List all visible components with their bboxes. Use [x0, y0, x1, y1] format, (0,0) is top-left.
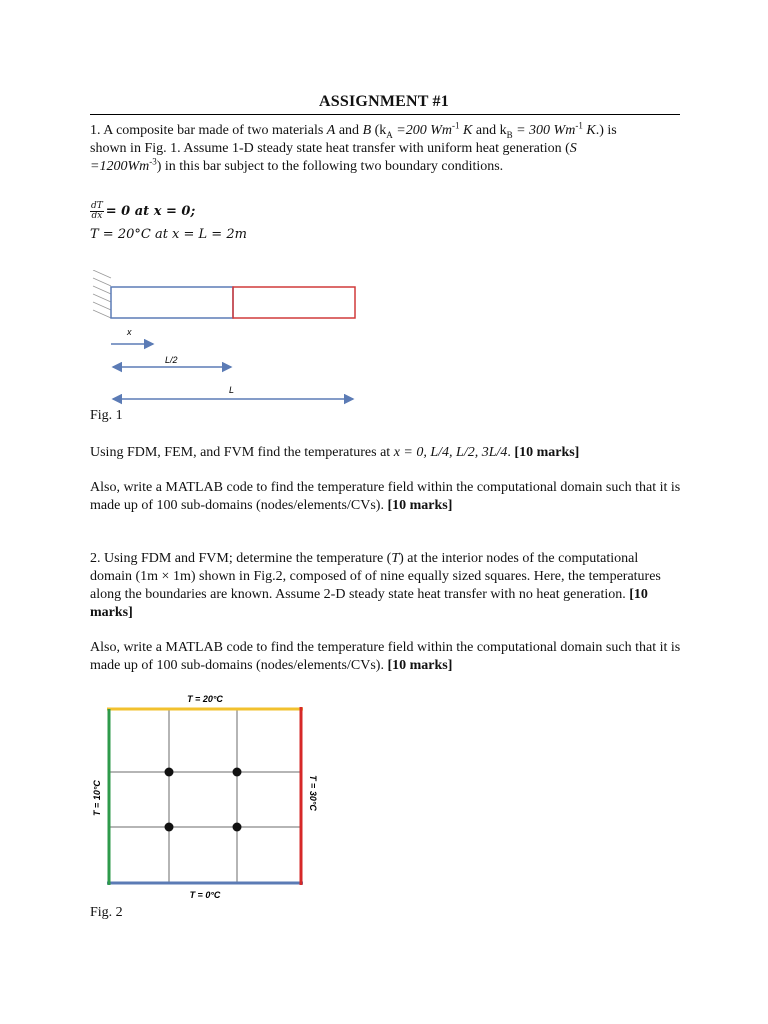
q1-text: 1. A composite bar made of two materials — [90, 123, 327, 138]
ka-superscript: -1 — [452, 120, 460, 131]
q1-matlab-text: Also, write a MATLAB code to find the temperature field within the computational domain such that it is made up of 100 sub-domains (nodes/elements/CVs). — [90, 480, 681, 513]
q2-text: 2. Using FDM and FVM; determine the temperature ( — [90, 551, 392, 566]
boundary-condition-2: T = 20°C at x = L = 2m — [90, 227, 247, 242]
q1-text: ) in this bar subject to the following two boundary conditions. — [156, 159, 504, 174]
marks-badge: [10 marks] — [514, 445, 580, 460]
bar-material-a — [111, 287, 233, 318]
q1-text: and — [335, 123, 363, 138]
interior-node — [233, 823, 242, 832]
q1-text: (k — [371, 123, 387, 138]
material-b: B — [362, 123, 372, 138]
q2-text: ) at the interior nodes of the computational domain (1m × 1m) shown in Fig.2, composed of of nine equally sized squares. Here, the temperatures along the boundaries are known. Assume 2-D steady state heat transfer with no heat generation. — [90, 551, 661, 602]
q1-find-text: Using FDM, FEM, and FVM find the temperatures at — [90, 445, 394, 460]
q1-find-paragraph — [90, 444, 690, 462]
figure-2-caption: Fig. 2 — [90, 905, 123, 920]
bc1-text: = 0 at x = 0; — [105, 204, 196, 219]
derivative-denominator: dx — [91, 211, 103, 221]
q1-text: .) is — [595, 123, 617, 138]
half-length-label: L/2 — [165, 355, 178, 365]
wall-hatching — [93, 270, 111, 318]
q1-text: and k — [472, 123, 507, 138]
q1-paragraph — [90, 122, 690, 176]
kb-value: = 300 Wm — [512, 123, 576, 138]
top-temperature-label: T = 20°C — [187, 694, 223, 704]
length-label: L — [229, 385, 235, 395]
t-symbol: T — [391, 551, 400, 566]
s-symbol: S — [569, 141, 577, 156]
marks-badge: [10 marks] — [387, 498, 453, 513]
boundary-condition-1 — [90, 202, 690, 221]
interior-node — [233, 768, 242, 777]
title-rule — [90, 114, 680, 115]
marks-badge: [10 marks] — [387, 658, 453, 673]
ka-value: =200 Wm — [392, 123, 453, 138]
interior-node — [165, 823, 174, 832]
q2-matlab-paragraph — [90, 639, 682, 675]
derivative-fraction — [90, 202, 104, 221]
bottom-temperature-label: T = 0°C — [189, 890, 221, 900]
q2-matlab-text: Also, write a MATLAB code to find the temperature field within the computational domain such that it is made up of 100 sub-domains (nodes/elements/CVs). — [90, 640, 681, 673]
page-title: ASSIGNMENT #1 — [319, 93, 449, 110]
x-label: x — [127, 327, 132, 337]
figure-2-grid-domain — [85, 690, 335, 905]
interior-node — [165, 768, 174, 777]
q1-matlab-paragraph — [90, 479, 682, 515]
material-a: A — [326, 123, 336, 138]
q1-text: shown in Fig. 1. Assume 1-D steady state heat transfer with uniform heat generation ( — [90, 141, 570, 156]
q1-find-dot: . — [507, 445, 515, 460]
grid-lines — [109, 709, 301, 883]
ka-subscript: A — [386, 129, 393, 140]
kb-subscript: B — [506, 129, 513, 140]
bar-material-b — [233, 287, 355, 318]
kb-unit: K — [582, 123, 596, 138]
s-value: =1200Wm — [90, 159, 150, 174]
q1-find-positions: x = 0, L/4, L/2, 3L/4 — [393, 445, 508, 460]
kb-superscript: -1 — [575, 120, 583, 131]
figure-1-caption: Fig. 1 — [90, 408, 123, 423]
marks-badge: [10 marks] — [90, 587, 648, 620]
s-superscript: -3 — [149, 156, 157, 167]
figure-1-composite-bar — [85, 270, 375, 410]
left-temperature-label: T = 10°C — [92, 780, 102, 816]
q2-paragraph — [90, 550, 670, 622]
right-temperature-label: T = 30°C — [308, 775, 318, 811]
derivative-numerator: dT — [91, 201, 103, 211]
ka-unit: K — [459, 123, 473, 138]
